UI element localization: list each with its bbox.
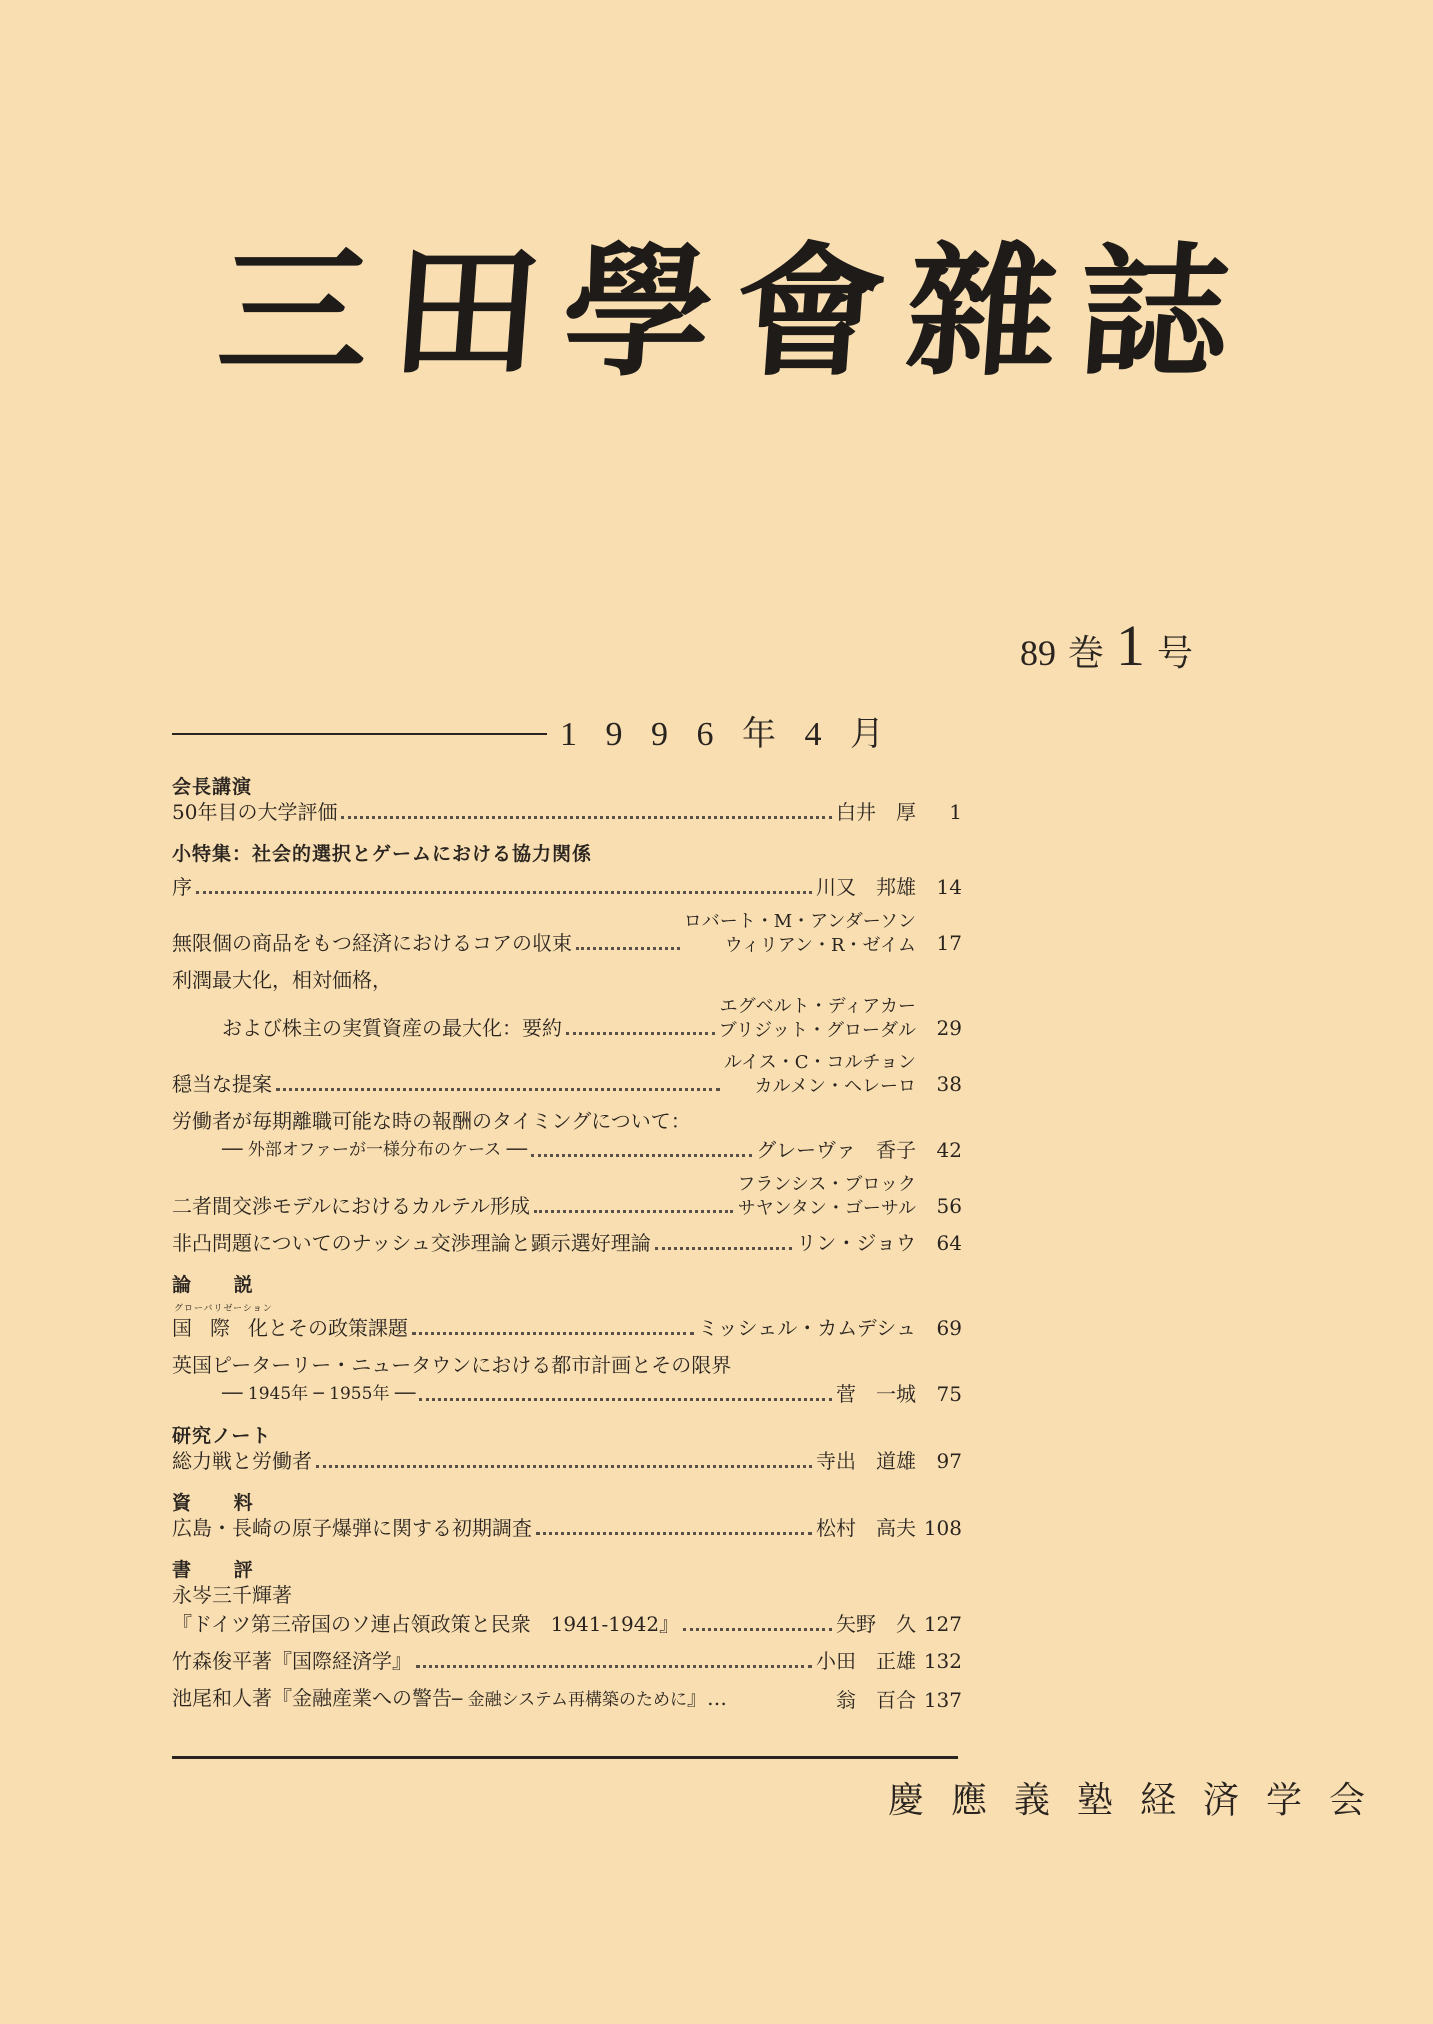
issue-unit: 号 — [1157, 633, 1194, 673]
dot-leader — [416, 1665, 812, 1668]
toc-entry[interactable] — [172, 1314, 962, 1343]
entry-title-line — [172, 1107, 962, 1136]
entry-author: 寺出 道雄 — [816, 1449, 916, 1473]
volume-number: 89 — [1020, 633, 1056, 673]
toc-entry[interactable] — [172, 798, 962, 827]
entry-title: 利潤最大化，相対価格， — [172, 968, 392, 992]
toc-entry[interactable] — [172, 1647, 962, 1676]
ruby-base: 国際 — [172, 1316, 248, 1340]
toc-entry[interactable] — [172, 1136, 962, 1165]
entry-page: 132 — [923, 1649, 962, 1673]
entry-page: 17 — [936, 931, 962, 955]
dot-leader — [341, 816, 832, 819]
section-heading: 論 説 — [172, 1274, 271, 1296]
entry-authors — [684, 910, 916, 958]
entry-authors — [737, 1173, 916, 1221]
toc-entry-group — [172, 1107, 962, 1165]
issue-number: 1 — [1116, 613, 1146, 678]
dot-leader — [276, 1088, 720, 1091]
entry-author: エグベルト・ディアカー — [719, 996, 916, 1017]
toc-entry[interactable] — [172, 1514, 962, 1543]
dot-leader — [531, 1154, 752, 1157]
entry-title: 無限個の商品をもつ経済におけるコアの収束 — [172, 931, 572, 955]
bottom-rule — [172, 1756, 958, 1759]
section-heading: 書 評 — [172, 1559, 271, 1581]
entry-page: 42 — [936, 1138, 962, 1162]
entry-title: 竹森俊平著『国際経済学』 — [172, 1649, 412, 1673]
entry-title: 二者間交渉モデルにおけるカルテル形成 — [172, 1194, 530, 1218]
toc-entry[interactable] — [172, 1229, 962, 1258]
entry-title-main: 池尾和人著『金融産業への警告 — [172, 1686, 452, 1710]
entry-page: 1 — [949, 800, 962, 824]
entry-author: 菅 一城 — [836, 1382, 916, 1406]
entry-page: 69 — [936, 1316, 962, 1340]
entry-title: 広島・長崎の原子爆弾に関する初期調査 — [172, 1516, 532, 1540]
entry-page: 56 — [936, 1194, 962, 1218]
entry-authors — [724, 1051, 916, 1099]
entry-page: 64 — [936, 1231, 962, 1255]
volume-unit: 巻 — [1068, 633, 1105, 673]
entry-title: 『ドイツ第三帝国のソ連占領政策と民衆 1941-1942』 — [172, 1612, 680, 1636]
table-of-contents — [172, 760, 962, 1715]
entry-page: 127 — [923, 1612, 962, 1636]
entry-author: ブリジット・グローダル — [718, 1020, 916, 1041]
entry-subtitle: ── 外部オファーが一様分布のケース ── — [222, 1140, 528, 1160]
entry-subtitle: ── 1945年 ─ 1955年 ── — [222, 1384, 416, 1404]
entry-author: サヤンタン・ゴーサル — [737, 1198, 916, 1219]
entry-page: 14 — [936, 875, 962, 899]
title-char: 學 — [556, 228, 720, 396]
entry-title-line — [172, 1581, 962, 1610]
entry-author: 翁 百合 — [836, 1688, 916, 1712]
entry-page: 38 — [936, 1072, 962, 1096]
entry-author: 白井 厚 — [836, 800, 916, 824]
section-heading: 小特集：社会的選択とゲームにおける協力関係 — [172, 843, 593, 865]
entry-author: カルメン・ヘレーロ — [754, 1076, 916, 1097]
entry-title — [172, 1684, 727, 1715]
entry-title — [172, 1314, 408, 1343]
ruby-annotation: グローバリゼーション — [174, 1304, 273, 1314]
toc-entry[interactable] — [172, 1684, 962, 1715]
title-char: 誌 — [1072, 228, 1236, 396]
entry-title-line — [172, 1351, 962, 1380]
entry-page: 97 — [936, 1449, 962, 1473]
entry-page: 75 — [936, 1382, 962, 1406]
title-char: 田 — [384, 228, 548, 396]
title-char: 會 — [728, 228, 892, 396]
dot-leader — [536, 1532, 812, 1535]
toc-entry-group — [172, 1304, 962, 1343]
entry-author: 矢野 久 — [836, 1612, 916, 1636]
toc-entry[interactable] — [172, 1380, 962, 1409]
toc-entry[interactable] — [172, 1447, 962, 1476]
dot-leader — [655, 1247, 793, 1250]
toc-entry[interactable] — [172, 995, 962, 1043]
entry-page: 137 — [923, 1688, 962, 1712]
entry-author: リン・ジョウ — [796, 1231, 916, 1255]
entry-title: 永岑三千輝著 — [172, 1583, 292, 1607]
entry-page: 108 — [923, 1516, 962, 1540]
entry-author: ミッシェル・カムデシュ — [698, 1316, 916, 1340]
entry-title: 英国ピーターリー・ニュータウンにおける都市計画とその限界 — [172, 1353, 732, 1377]
toc-entry[interactable] — [172, 910, 962, 958]
dot-leader — [412, 1332, 694, 1335]
entry-title: 序 — [172, 875, 192, 899]
dot-leader — [576, 947, 680, 950]
dot-leader — [316, 1465, 812, 1468]
entry-author: フランシス・ブロック — [737, 1174, 916, 1195]
entry-title: 50年目の大学評価 — [172, 800, 338, 824]
entry-author: グレーヴァ 香子 — [756, 1138, 916, 1162]
publisher-name: 慶 應 義 塾 経 済 学 会 — [888, 1780, 1375, 1820]
dot-leader — [534, 1210, 733, 1213]
toc-entry[interactable] — [172, 1051, 962, 1099]
entry-page: 29 — [936, 1016, 962, 1040]
entry-title: 労働者が毎期離職可能な時の報酬のタイミングについて： — [172, 1109, 691, 1133]
entry-title: 非凸問題についてのナッシュ交渉理論と顕示選好理論 — [172, 1231, 651, 1255]
toc-entry-group — [172, 1581, 962, 1639]
entry-author: 小田 正雄 — [816, 1649, 916, 1673]
entry-title: および株主の実質資産の最大化：要約 — [222, 1016, 562, 1040]
dot-leader — [419, 1398, 832, 1401]
entry-title-rest: 化とその政策課題 — [248, 1316, 408, 1340]
entry-author: ウィリアン・R・ゼイム — [724, 935, 916, 956]
title-char: 雜 — [900, 228, 1064, 396]
entry-authors — [719, 995, 916, 1043]
toc-entry-group — [172, 966, 962, 1043]
dot-leader — [196, 891, 812, 894]
entry-author: ルイス・C・コルチョン — [723, 1052, 916, 1073]
volume-issue — [1020, 612, 1193, 682]
section-heading: 研究ノート — [172, 1425, 272, 1447]
title-char: 三 — [212, 228, 376, 396]
date-rule — [172, 733, 547, 735]
toc-entry[interactable] — [172, 1610, 962, 1639]
entry-author: ロバート・M・アンダーソン — [683, 911, 916, 932]
section-heading: 会長講演 — [172, 776, 253, 798]
entry-title-end: 』… — [686, 1686, 727, 1710]
toc-entry-group — [172, 1351, 962, 1409]
entry-title: 総力戦と労働者 — [172, 1449, 312, 1473]
journal-title — [212, 205, 1236, 396]
entry-title: 穏当な提案 — [172, 1072, 272, 1096]
dot-leader — [566, 1032, 715, 1035]
toc-entry[interactable] — [172, 873, 962, 902]
issue-date: 1 9 9 6 年 4 月 — [560, 716, 894, 753]
toc-entry[interactable] — [172, 1173, 962, 1221]
section-heading: 資 料 — [172, 1492, 271, 1514]
entry-author: 川又 邦雄 — [816, 875, 916, 899]
entry-author: 松村 高夫 — [816, 1516, 916, 1540]
entry-title-line — [172, 966, 962, 995]
dot-leader — [683, 1628, 832, 1631]
entry-title-small: ─ 金融システム再構築のために — [452, 1690, 687, 1710]
